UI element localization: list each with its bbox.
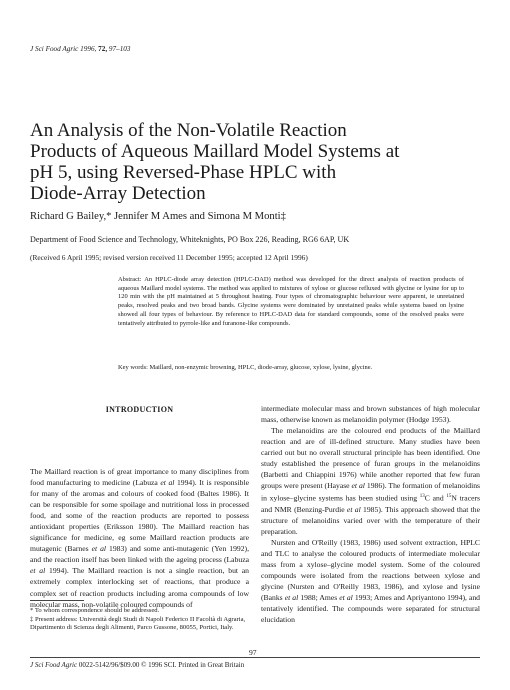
footnote-divider [30,600,84,601]
text-run: N tracers and NMR (Benzing-Purdie [261,493,481,514]
abstract-text: An HPLC-diode array detection (HPLC-DAD) method was developed for the direct analysis of reaction products of aqueous Maillard model systems. The method was applied to mixtures of xylose or glucose refluxed with glycine or lysine for up to 120 min with the pH maintained at 5 throughout heating. Four types of chromatographic behaviour were apparent, ie unretained peaks, resolved peaks and two broad bands. Glycine systems were dominated by unretained peaks while systems based on lysine showed all four types of behaviour. By reference to HPLC-DAD data for standard compounds, some of the resolved peaks were tentatively attributed to pyrrole-like and furanone-like compounds. [118,276,464,327]
journal-year: 1996, [80,45,97,53]
title-line: pH 5, using Reversed-Phase HPLC with [30,162,337,183]
text-run: 1986). The formation of melanoidins in xylose–glycine systems has been studied using [261,481,480,503]
title-line: An Analysis of the Non-Volatile Reaction [30,120,347,141]
citation-etal: et al [160,478,175,488]
left-column [30,466,249,610]
journal-pages: 97–103 [108,45,131,53]
page-number: 97 [249,648,257,657]
section-heading: INTRODUCTION [105,405,174,414]
paragraph [261,537,480,625]
footer-divider [30,657,480,658]
footer-copyright: 0022-5142/96/$09.00 © 1996 SCI. Printed in Great Britain [77,661,245,669]
text-run: 1994). It is responsible for many of the aromas and colours of cooked food (Baltes 1986). It can be responsible for some spoilage and nutritional loss in processed food, and some of the reaction products are reported to possess antioxidant properties (Eriksson 1980). The Maillard reaction has significance for medicine, eg some Maillard reaction products are mutagenic (Barnes [30,478,249,554]
right-column [261,403,480,625]
text-run: 1994). The Maillard reaction is not a single reaction, but an extremely complex interlocking set of reactions, that produce a complex set of reaction products including aroma compounds of low molecular mass, non-volatile coloured compounds of [30,566,249,609]
journal-name: J Sci Food Agric [30,45,79,53]
received-dates: (Received 6 April 1995; revised version received 11 December 1995; accepted 12 April 1996) [30,253,308,262]
text-run: 1993; Ames and Apriyantono 1994), and tentatively identified. The compounds were separated for structural elucidation [261,593,480,625]
citation-etal: et al [284,593,299,603]
paragraph: intermediate molecular mass and brown substances of high molecular mass, otherwise known as melanoidin polymer (Hodge 1953). [261,404,480,425]
isotope-superscript: 13 [419,494,425,500]
footnote-present-address: ‡ Present address: Università degli Studi di Napoli Federico II Facoltà di Agraria, Dipartimento di Scienza degli Alimenti, Parco Gussone, 80055, Portici, Italy. [30,615,246,631]
article-title [30,120,480,204]
paragraph [30,466,249,610]
journal-volume: 72, [98,45,108,53]
citation-etal: et al [30,566,46,576]
text-run: The melanoidins are the coloured end products of the Maillard reaction and are of ill-defined structure. Many studies have been carried out but no overall structural principle has been identified. One study established the presence of furan groups in the melanoidins (Barbetti and Chiappini 1976) while another reported that few furan groups were present (Hayase [261,426,480,491]
text-run: 1985). This approach showed that the structure of melanoidins varied over with the temperature of their preparation. [261,504,480,537]
keywords-label: Key words: [118,364,148,371]
keywords [118,364,464,373]
footer-journal-name: J Sci Food Agric [30,661,78,669]
text-run: The Maillard reaction is of great importance to many disciplines from food manufacturing to medicine (Labuza [30,467,249,488]
text-run: 1988; Ames [298,593,340,603]
footnote-correspondence: * To whom correspondence should be addressed. [30,607,160,614]
affiliation: Department of Food Science and Technology, Whiteknights, PO Box 226, Reading, RG6 6AP, UK [30,235,350,244]
isotope-superscript: 15 [446,494,452,500]
text-run: Nursten and O'Reilly (1983, 1986) used solvent extraction, HPLC and TLC to analyse the coloured products of intermediate molecular mass from a xylose–glycine model system. Some of the coloured compounds were isolated from the reactions between xylose and glycine (Nursten and O'Reilly 1983, 1986), and xylose and lysine (Banks [261,538,480,603]
text-run: C and [424,493,447,503]
citation-etal: et al [351,481,365,491]
abstract [118,276,464,328]
title-line: Products of Aqueous Maillard Model Systems at [30,141,400,162]
abstract-label: Abstract: [118,276,142,283]
keywords-text: Maillard, non-enzymic browning, HPLC, diode-array, glucose, xylose, lysine, glycine. [149,364,373,371]
citation-etal: et al [91,544,107,554]
journal-header [30,45,130,53]
citation-etal: et al [346,504,361,514]
citation-etal: et al [339,593,353,603]
paragraph [261,425,480,537]
footnotes [30,607,249,633]
author-list: Richard G Bailey,* Jennifer M Ames and Simona M Monti‡ [30,211,286,222]
journal-footer [30,661,244,669]
title-line: Diode-Array Detection [30,183,206,204]
text-run: 1983) and some anti-mutagenic (Yen 1992), and the reaction itself has been linked with the ageing process (Labuza [30,544,249,565]
